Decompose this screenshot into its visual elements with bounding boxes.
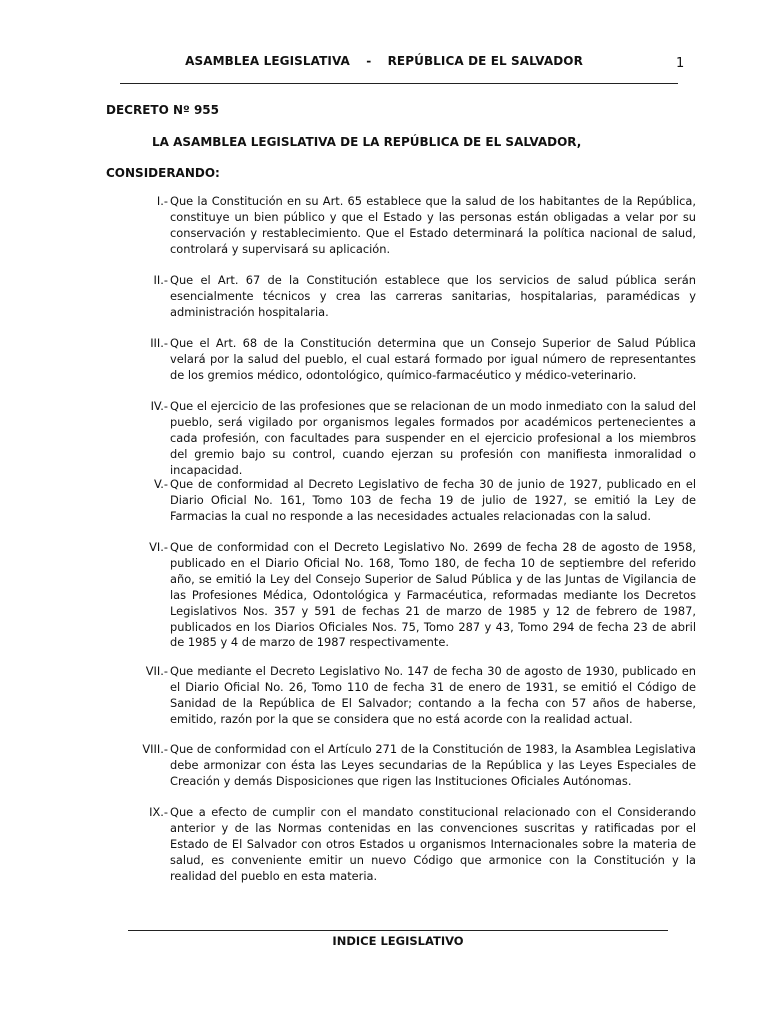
clause-vi [106,540,696,651]
clause-i [106,194,696,258]
clause-number: IV.- [150,399,168,413]
clause-text: Que el ejercicio de las profesiones que se relacionan de un modo inmediato con la salud del pueblo, será vigilado por organismos legales formados por académicos pertenecientes a cada profesión, con facultades para suspender en el ejercicio profesional a los miembros del gremio bajo su control, cuando ejerzan su profesión con manifiesta inmoralidad o incapacidad. [170,399,696,477]
clause-number: I.- [156,194,168,208]
clause-number: III.- [150,336,168,350]
clause-v [106,477,696,525]
footer-label: INDICE LEGISLATIVO [332,934,464,948]
clause-number: VIII.- [142,742,168,756]
header-separator: - [366,54,372,68]
clause-number: VII.- [145,664,168,678]
header-right: REPÚBLICA DE EL SALVADOR [387,54,583,68]
header-rule [120,83,678,84]
clause-text: Que mediante el Decreto Legislativo No. 147 de fecha 30 de agosto de 1930, publicado en el Diario Oficial No. 26, Tomo 110 de fecha 31 de enero de 1931, se emitió el Código de Sanidad de la República de El Salvador; contando a la fecha con 57 años de haberse, emitido, razón por la que se considera que no está acorde con la realidad actual. [170,664,696,726]
clause-text: Que el Art. 67 de la Constitución establece que los servicios de salud pública serán esencialmente técnicos y crea las carreras sanitarias, hospitalarias, paramédicas y administración hospitalaria. [170,273,696,319]
clause-text: Que a efecto de cumplir con el mandato constitucional relacionado con el Considerando anterior y de las Normas contenidas en las convenciones suscritas y ratificadas por el Estado de El Salvador con otros Estados u organismos Internacionales sobre la materia de salud, es conveniente emitir un nuevo Código que armonice con la Constitución y la realidad del pueblo en esta materia. [170,805,696,883]
clause-iv [106,399,696,479]
clause-text: Que de conformidad con el Artículo 271 de la Constitución de 1983, la Asamblea Legislativa debe armonizar con ésta las Leyes secundarias de la República y las Leyes Especiales de Creación y demás Disposiciones que rigen las Instituciones Oficiales Autónomas. [170,742,696,788]
clause-number: II.- [153,273,168,287]
clause-number: VI.- [149,540,168,554]
assembly-line: LA ASAMBLEA LEGISLATIVA DE LA REPÚBLICA DE EL SALVADOR, [152,135,582,149]
footer-rule [128,930,668,931]
clause-viii [106,742,696,790]
clause-number: IX.- [149,805,168,819]
clause-text: Que el Art. 68 de la Constitución determina que un Consejo Superior de Salud Pública velará por la salud del pueblo, el cual estará formado por igual número de representantes de los gremios médico, odontológico, químico-farmacéutico y médico-veterinario. [170,336,696,382]
clause-ii [106,273,696,321]
clause-text: Que de conformidad al Decreto Legislativo de fecha 30 de junio de 1927, publicado en el Diario Oficial No. 161, Tomo 103 de fecha 19 de julio de 1927, se emitió la Ley de Farmacias la cual no responde a las necesidades actuales relacionadas con la salud. [170,477,696,523]
header-left: ASAMBLEA LEGISLATIVA [185,54,350,68]
clause-text: Que de conformidad con el Decreto Legislativo No. 2699 de fecha 28 de agosto de 1958, publicado en el Diario Oficial No. 168, Tomo 180, de fecha 10 de septiembre del referido año, se emitió la Ley del Consejo Superior de Salud Pública y de las Juntas de Vigilancia de las Profesiones Médica, Odontológica y Farmacéutica, reformadas mediante los Decretos Legislativos Nos. 357 y 591 de fechas 21 de marzo de 1985 y 12 de febrero de 1987, publicados en los Diarios Oficiales Nos. 75, Tomo 287 y 43, Tomo 294 de fecha 23 de abril de 1985 y 4 de marzo de 1987 respectivamente. [170,540,696,650]
page-header [0,54,768,68]
clause-ix [106,805,696,885]
decree-title: DECRETO Nº 955 [106,103,220,117]
clause-vii [106,664,696,728]
clause-number: V.- [153,477,168,491]
page-number: 1 [676,56,685,71]
clause-text: Que la Constitución en su Art. 65 establece que la salud de los habitantes de la República, constituye un bien público y que el Estado y las personas están obligadas a velar por su conservación y restablecimiento. Que el Estado determinará la política nacional de salud, controlará y supervisará su aplicación. [170,194,696,256]
clause-iii [106,336,696,384]
considering-label: CONSIDERANDO: [106,166,220,180]
